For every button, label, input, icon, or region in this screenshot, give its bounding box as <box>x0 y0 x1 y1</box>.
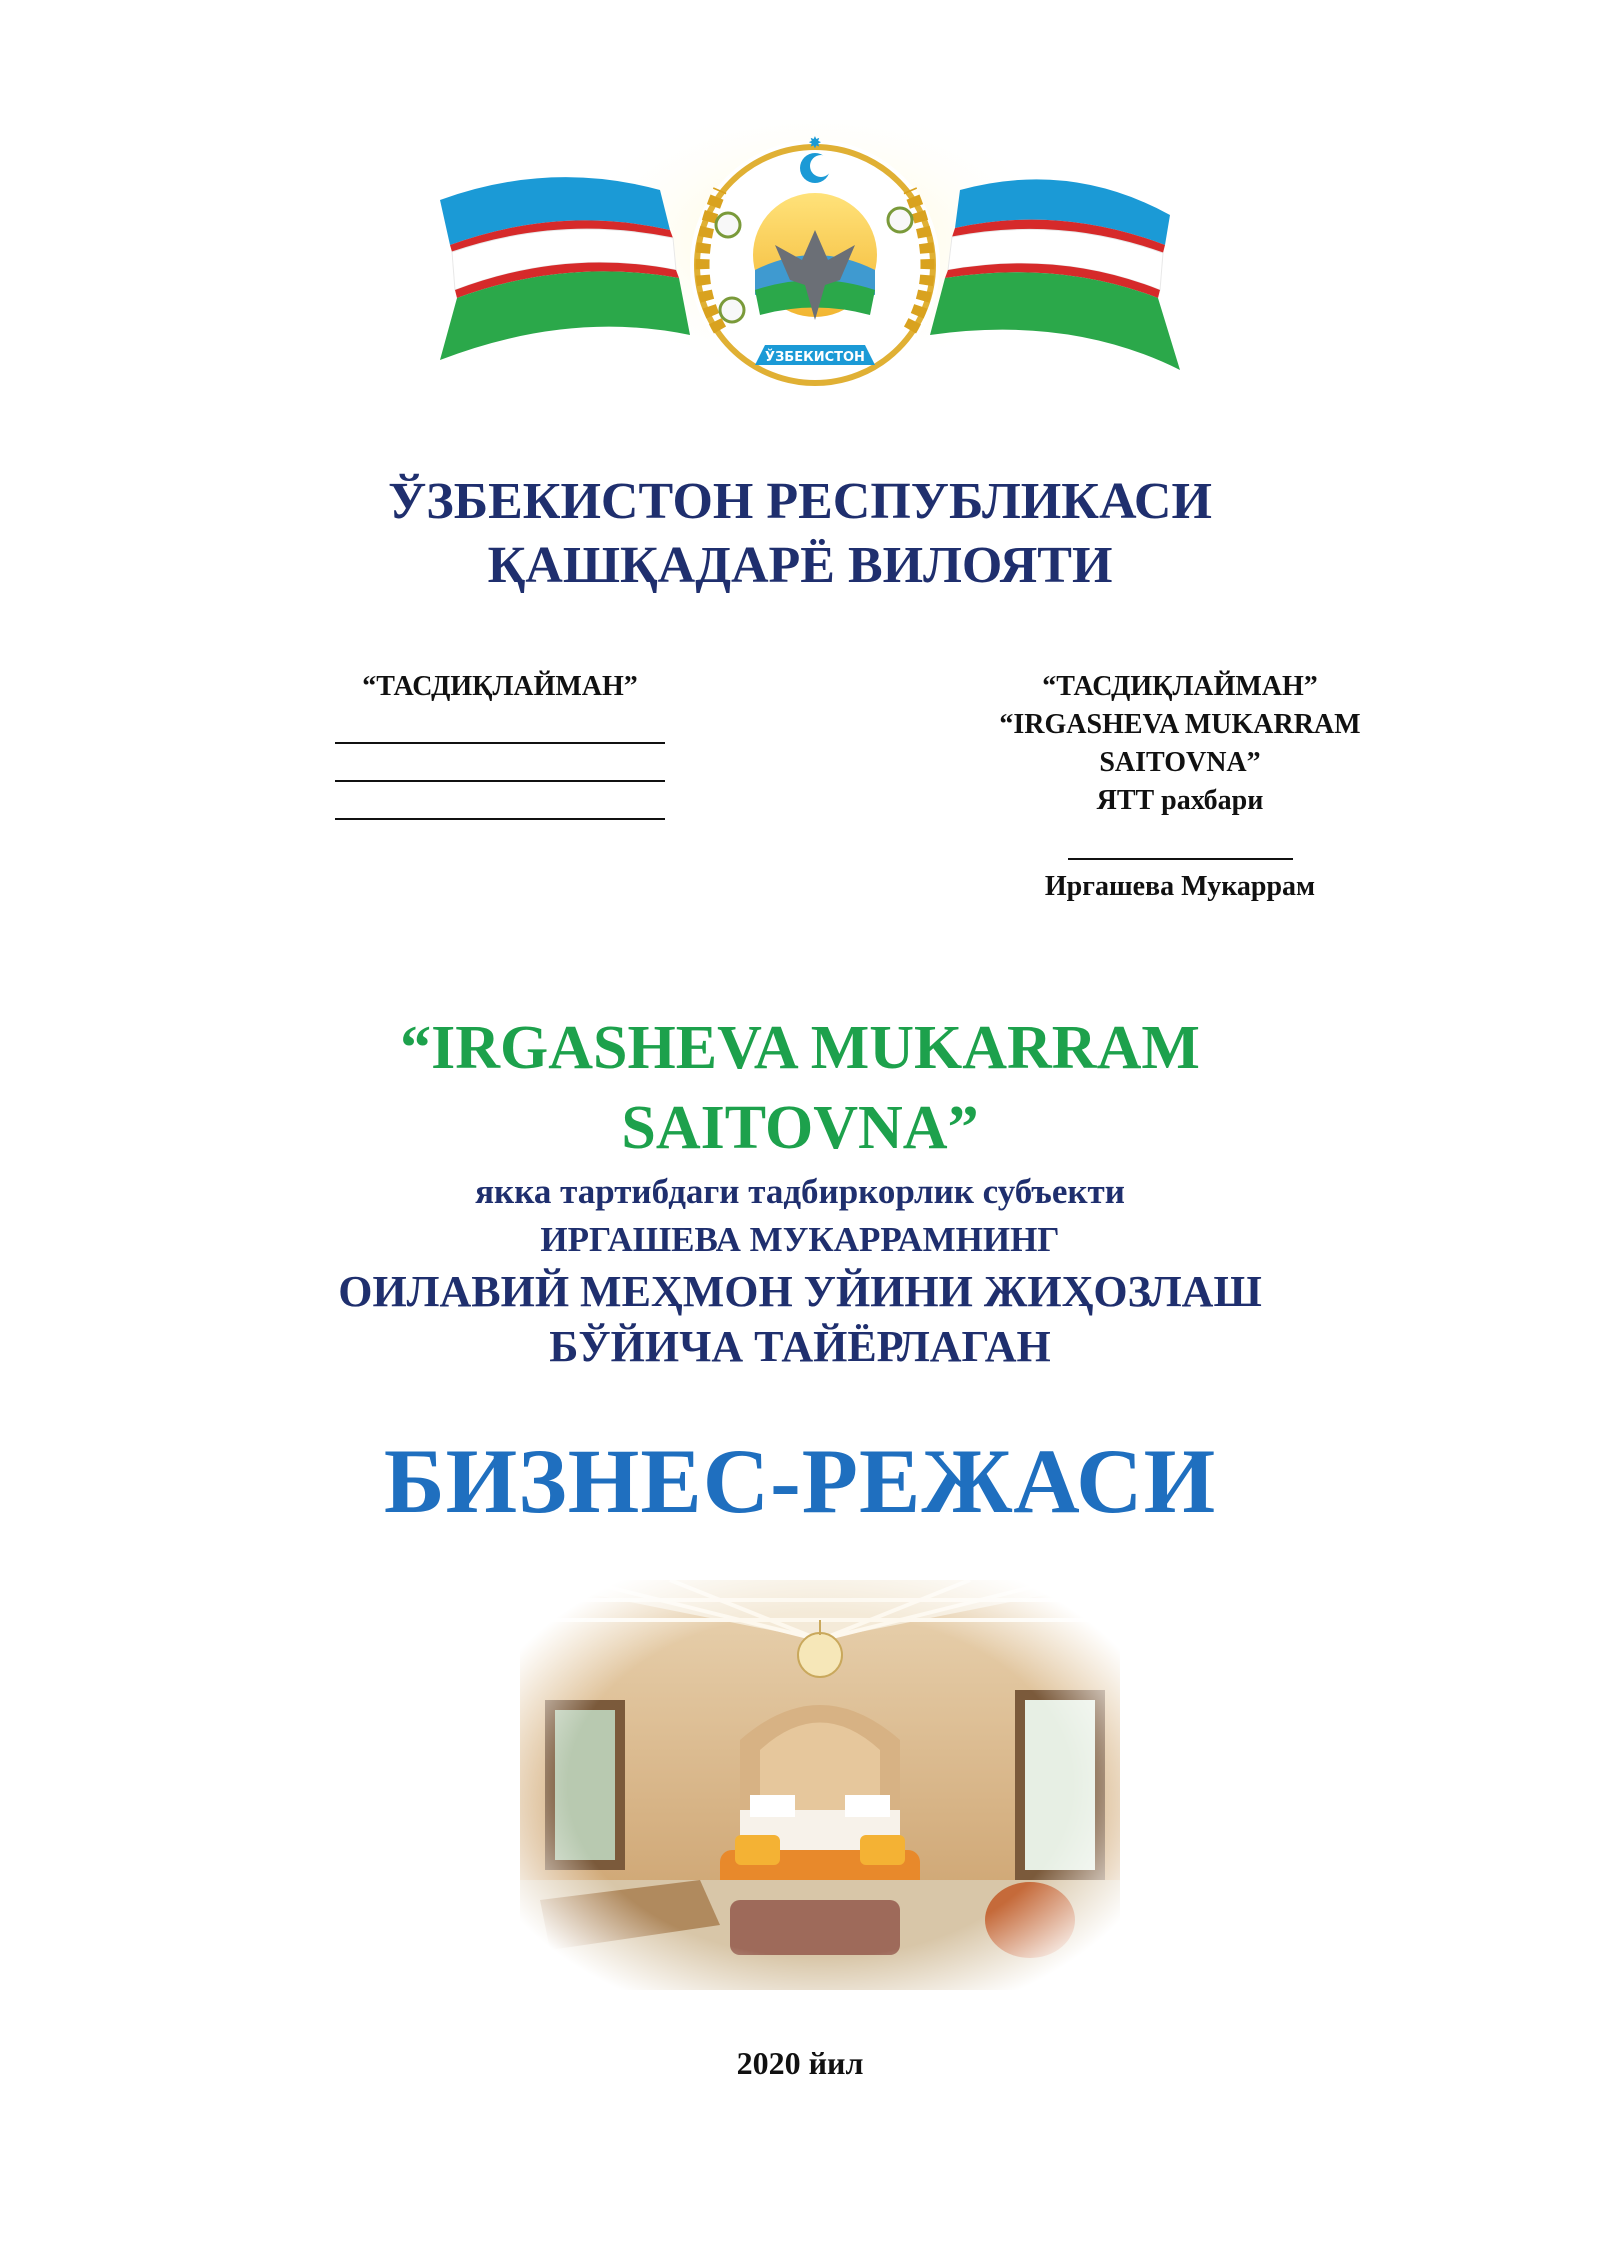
signature-line-2 <box>335 744 665 782</box>
subject-description <box>0 1168 1600 1374</box>
company-name-line-1: “IRGASHEVA MUKARRAM <box>400 1014 1200 1082</box>
approval-right-company-line-2: SAITOVNA” <box>1099 747 1261 778</box>
header-line-2: ҚАШҚАДАРЁ ВИЛОЯТИ <box>487 537 1113 594</box>
approval-right-role: ЯТТ рахбари <box>1096 785 1264 816</box>
header-line-1: ЎЗБЕКИСТОН РЕСПУБЛИКАСИ <box>388 473 1212 530</box>
region-header <box>0 470 1600 598</box>
guest-room-photo <box>520 1580 1120 1990</box>
subject-line-3: ОИЛАВИЙ МЕҲМОН УЙИНИ ЖИҲОЗЛАШ <box>338 1267 1262 1316</box>
flag-emblem-graphic <box>430 120 1190 420</box>
emblem-ribbon-label: ЎЗБЕКИСТОН <box>765 350 865 365</box>
approval-right-name: Иргашева Мукаррам <box>1044 871 1316 902</box>
approval-right-signature-line <box>1068 830 1293 860</box>
signature-line-3 <box>335 782 665 820</box>
company-name <box>0 1008 1600 1168</box>
document-type-title: БИЗНЕС-РЕЖАСИ <box>383 1430 1217 1532</box>
approval-block-right <box>930 668 1430 906</box>
approval-block-left <box>335 668 665 820</box>
subject-line-1: якка тартибдаги тадбиркорлик субъекти <box>475 1172 1125 1211</box>
signature-line-1 <box>335 706 665 744</box>
state-emblem-with-flag <box>430 120 1190 420</box>
approval-right-title: “ТАСДИҚЛАЙМАН” <box>1042 671 1318 702</box>
company-name-line-2: SAITOVNA” <box>621 1094 979 1162</box>
document-year: 2020 йил <box>736 2045 864 2081</box>
subject-line-4: БЎЙИЧА ТАЙЁРЛАГАН <box>549 1322 1051 1371</box>
svg-text:✸: ✸ <box>808 133 822 152</box>
approval-right-company-line-1: “IRGASHEVA MUKARRAM <box>999 709 1361 740</box>
guest-room-illustration <box>520 1580 1120 1990</box>
approval-left-title: “ТАСДИҚЛАЙМАН” <box>362 671 638 702</box>
subject-line-2: ИРГАШЕВА МУКАРРАМНИНГ <box>540 1220 1060 1259</box>
